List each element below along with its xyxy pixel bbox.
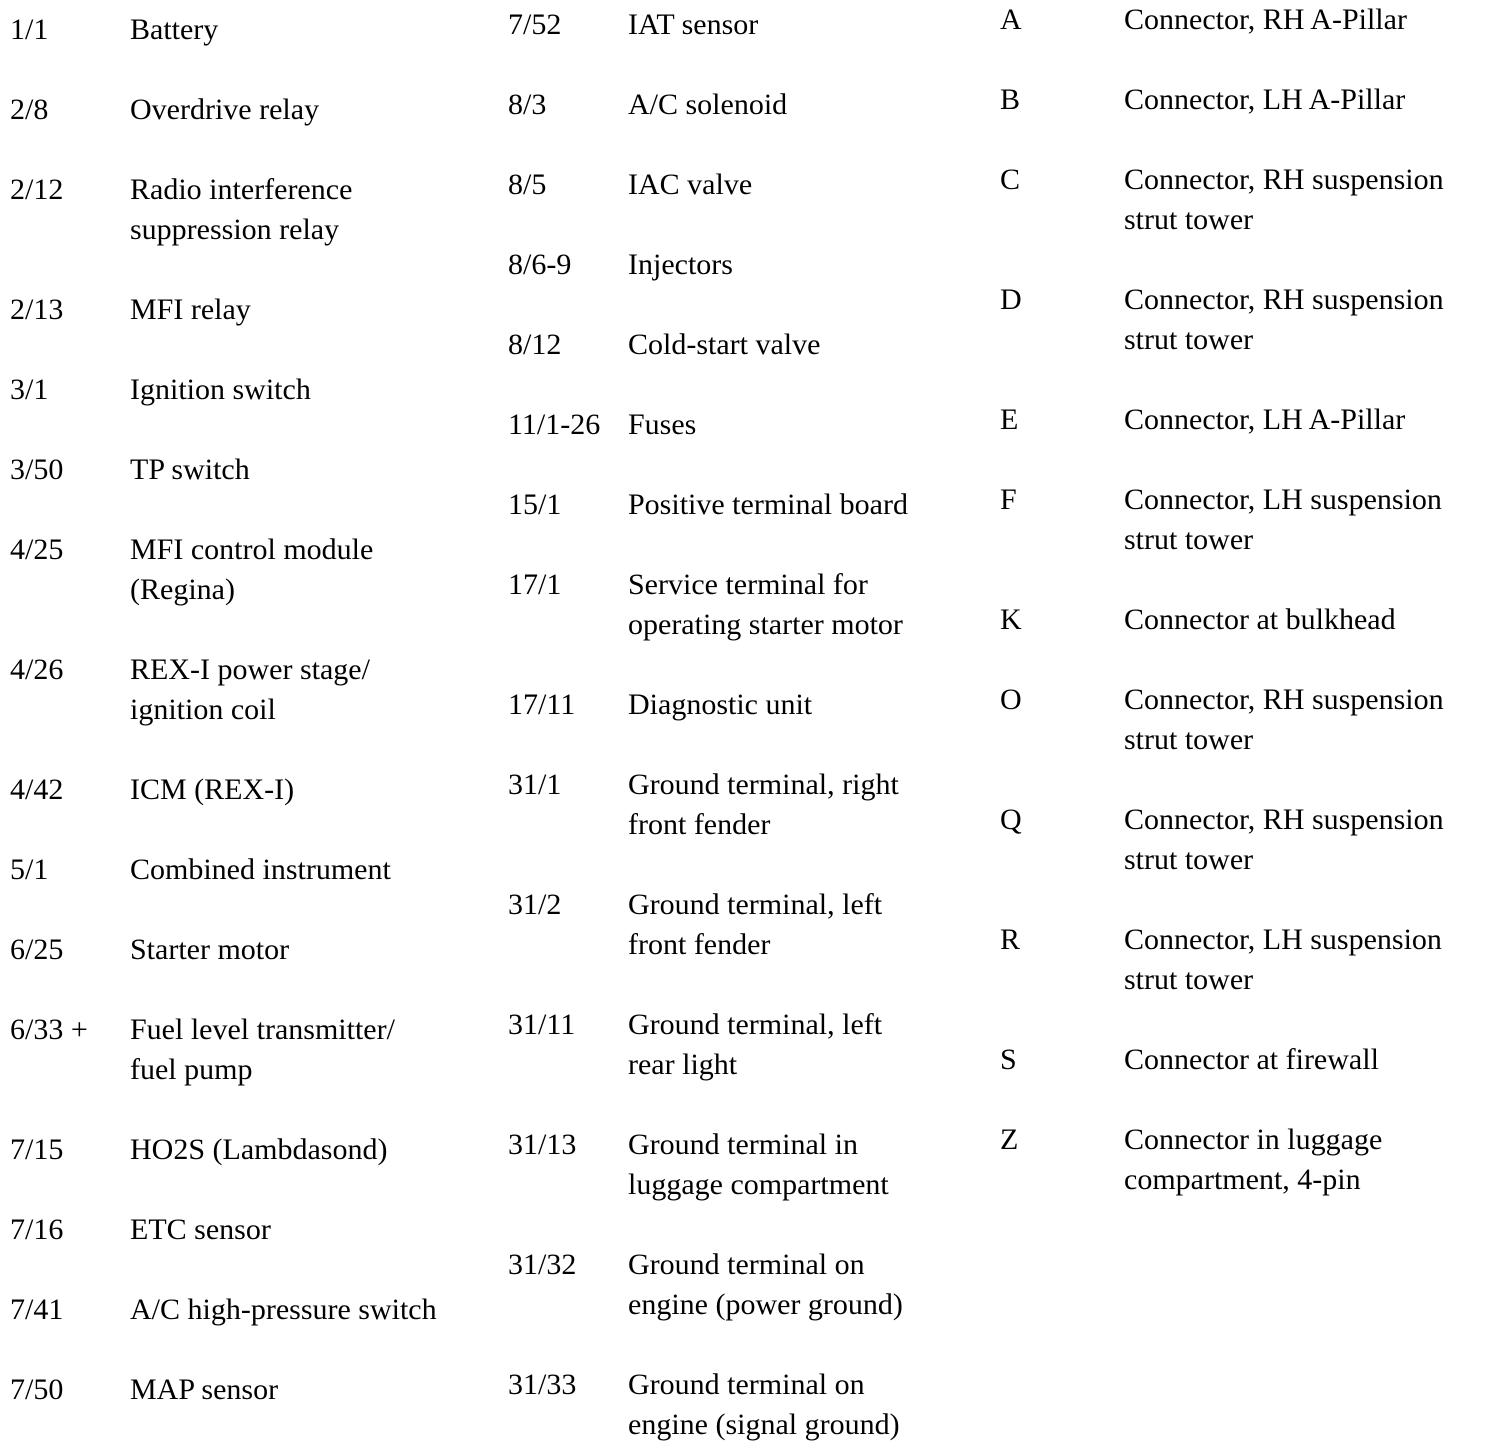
component-description bbox=[628, 245, 733, 285]
description-line: Ground terminal, left bbox=[628, 888, 883, 921]
component-description bbox=[628, 325, 820, 365]
description-line: suppression relay bbox=[130, 213, 340, 246]
component-code: 31/32 bbox=[508, 1248, 577, 1281]
component-description bbox=[130, 290, 251, 330]
component-description bbox=[628, 885, 882, 965]
description-line: Connector at bulkhead bbox=[1124, 603, 1396, 636]
component-code: 8/6-9 bbox=[508, 248, 572, 281]
component-description bbox=[130, 10, 218, 50]
description-line: A/C high-pressure switch bbox=[130, 1293, 437, 1326]
component-description bbox=[130, 850, 391, 890]
component-code: 7/16 bbox=[10, 1213, 64, 1246]
component-description bbox=[1124, 800, 1444, 880]
component-description bbox=[130, 650, 370, 730]
description-line: ICM (REX-I) bbox=[130, 773, 295, 806]
description-line: Starter motor bbox=[130, 933, 290, 966]
component-code: C bbox=[1000, 163, 1021, 196]
description-line: Connector in luggage bbox=[1124, 1123, 1383, 1156]
component-code: 31/13 bbox=[508, 1128, 577, 1161]
description-line: HO2S (Lambdasond) bbox=[130, 1133, 388, 1166]
component-code: 6/33 + bbox=[10, 1013, 88, 1046]
description-line: ETC sensor bbox=[130, 1213, 271, 1246]
component-code: 3/1 bbox=[10, 373, 49, 406]
component-code: R bbox=[1000, 923, 1021, 956]
description-line: Connector, RH suspension bbox=[1124, 163, 1444, 196]
component-description bbox=[130, 450, 250, 490]
component-description bbox=[628, 405, 696, 445]
component-description bbox=[1124, 480, 1442, 560]
component-code: 2/12 bbox=[10, 173, 64, 206]
component-code: 31/33 bbox=[508, 1368, 577, 1401]
component-description bbox=[130, 530, 373, 610]
component-description bbox=[130, 930, 289, 970]
component-description bbox=[628, 565, 903, 645]
description-line: front fender bbox=[628, 808, 771, 841]
component-description bbox=[628, 1245, 903, 1325]
component-description bbox=[1124, 600, 1396, 640]
component-code: F bbox=[1000, 483, 1017, 516]
component-code: 2/13 bbox=[10, 293, 64, 326]
component-description bbox=[130, 1370, 278, 1410]
component-description bbox=[628, 1125, 889, 1205]
component-code: 3/50 bbox=[10, 453, 64, 486]
description-line: Injectors bbox=[628, 248, 733, 281]
description-line: MFI control module bbox=[130, 533, 374, 566]
description-line: Fuses bbox=[628, 408, 697, 441]
component-code: 8/5 bbox=[508, 168, 547, 201]
description-line: strut tower bbox=[1124, 323, 1254, 356]
description-line: MFI relay bbox=[130, 293, 251, 326]
description-line: luggage compartment bbox=[628, 1168, 889, 1201]
component-code: 15/1 bbox=[508, 488, 562, 521]
description-line: Connector, RH A-Pillar bbox=[1124, 3, 1407, 36]
component-description bbox=[628, 5, 758, 45]
component-description bbox=[1124, 680, 1444, 760]
component-code: 31/2 bbox=[508, 888, 562, 921]
component-description bbox=[1124, 80, 1405, 120]
component-code: A bbox=[1000, 3, 1022, 36]
component-description bbox=[628, 1005, 882, 1085]
component-code: E bbox=[1000, 403, 1019, 436]
component-code: 2/8 bbox=[10, 93, 49, 126]
component-code: 4/26 bbox=[10, 653, 64, 686]
description-line: REX-I power stage/ bbox=[130, 653, 370, 686]
description-line: strut tower bbox=[1124, 723, 1254, 756]
component-description bbox=[1124, 1120, 1382, 1200]
description-line: strut tower bbox=[1124, 203, 1254, 236]
description-line: operating starter motor bbox=[628, 608, 903, 641]
component-code: 7/52 bbox=[508, 8, 562, 41]
component-code: 8/3 bbox=[508, 88, 547, 121]
description-line: A/C solenoid bbox=[628, 88, 788, 121]
description-line: Ground terminal in bbox=[628, 1128, 858, 1161]
component-code: 17/11 bbox=[508, 688, 576, 721]
component-description bbox=[130, 170, 352, 250]
description-line: IAT sensor bbox=[628, 8, 759, 41]
description-line: strut tower bbox=[1124, 523, 1254, 556]
description-line: engine (signal ground) bbox=[628, 1408, 900, 1441]
component-code: D bbox=[1000, 283, 1022, 316]
component-description bbox=[130, 370, 311, 410]
description-line: compartment, 4-pin bbox=[1124, 1163, 1361, 1196]
component-code: 4/25 bbox=[10, 533, 64, 566]
component-code: 4/42 bbox=[10, 773, 64, 806]
description-line: Connector, LH A-Pillar bbox=[1124, 403, 1406, 436]
description-line: fuel pump bbox=[130, 1053, 253, 1086]
component-description bbox=[628, 765, 899, 845]
description-line: Ignition switch bbox=[130, 373, 311, 406]
component-description bbox=[1124, 280, 1444, 360]
description-line: rear light bbox=[628, 1048, 738, 1081]
description-line: Connector, LH suspension bbox=[1124, 483, 1442, 516]
component-description bbox=[1124, 0, 1407, 40]
description-line: front fender bbox=[628, 928, 771, 961]
component-description bbox=[628, 485, 908, 525]
component-code: 6/25 bbox=[10, 933, 64, 966]
description-line: Ground terminal, right bbox=[628, 768, 899, 801]
component-code: S bbox=[1000, 1043, 1017, 1076]
component-description bbox=[628, 685, 812, 725]
component-description bbox=[628, 1365, 900, 1445]
description-line: strut tower bbox=[1124, 843, 1254, 876]
component-description bbox=[130, 1130, 387, 1170]
component-code: 7/41 bbox=[10, 1293, 64, 1326]
description-line: Connector, LH suspension bbox=[1124, 923, 1442, 956]
component-code: 5/1 bbox=[10, 853, 49, 886]
component-code: 1/1 bbox=[10, 13, 49, 46]
description-line: strut tower bbox=[1124, 963, 1254, 996]
description-line: Diagnostic unit bbox=[628, 688, 813, 721]
description-line: Radio interference bbox=[130, 173, 353, 206]
component-description bbox=[130, 770, 294, 810]
description-line: Fuel level transmitter/ bbox=[130, 1013, 395, 1046]
description-line: (Regina) bbox=[130, 573, 235, 606]
component-code: K bbox=[1000, 603, 1022, 636]
description-line: Connector, RH suspension bbox=[1124, 803, 1444, 836]
component-code: 11/1-26 bbox=[508, 408, 601, 441]
description-line: Overdrive relay bbox=[130, 93, 320, 126]
description-line: Positive terminal board bbox=[628, 488, 908, 521]
description-line: Connector at firewall bbox=[1124, 1043, 1379, 1076]
description-line: MAP sensor bbox=[130, 1373, 279, 1406]
description-line: Connector, RH suspension bbox=[1124, 683, 1444, 716]
component-description bbox=[130, 1290, 437, 1330]
description-line: Ground terminal, left bbox=[628, 1008, 883, 1041]
component-description bbox=[628, 85, 787, 125]
component-code: O bbox=[1000, 683, 1022, 716]
component-description bbox=[1124, 160, 1444, 240]
description-line: IAC valve bbox=[628, 168, 753, 201]
component-code: 31/11 bbox=[508, 1008, 576, 1041]
component-code: Z bbox=[1000, 1123, 1019, 1156]
description-line: TP switch bbox=[130, 453, 250, 486]
description-line: Connector, RH suspension bbox=[1124, 283, 1444, 316]
description-line: Combined instrument bbox=[130, 853, 391, 886]
description-line: Battery bbox=[130, 13, 219, 46]
component-code: 31/1 bbox=[508, 768, 562, 801]
description-line: ignition coil bbox=[130, 693, 276, 726]
component-code: 7/15 bbox=[10, 1133, 64, 1166]
component-description bbox=[1124, 400, 1405, 440]
component-code: Q bbox=[1000, 803, 1022, 836]
description-line: Ground terminal on bbox=[628, 1248, 865, 1281]
component-description bbox=[130, 1010, 395, 1090]
description-line: Service terminal for bbox=[628, 568, 868, 601]
component-code: 8/12 bbox=[508, 328, 562, 361]
component-code: 7/50 bbox=[10, 1373, 64, 1406]
description-line: engine (power ground) bbox=[628, 1288, 903, 1321]
component-code: 17/1 bbox=[508, 568, 562, 601]
component-description bbox=[130, 90, 319, 130]
description-line: Connector, LH A-Pillar bbox=[1124, 83, 1406, 116]
component-description bbox=[130, 1210, 271, 1250]
component-description bbox=[1124, 920, 1442, 1000]
component-description bbox=[628, 165, 752, 205]
component-description bbox=[1124, 1040, 1379, 1080]
description-line: Cold-start valve bbox=[628, 328, 821, 361]
component-code: B bbox=[1000, 83, 1021, 116]
description-line: Ground terminal on bbox=[628, 1368, 865, 1401]
